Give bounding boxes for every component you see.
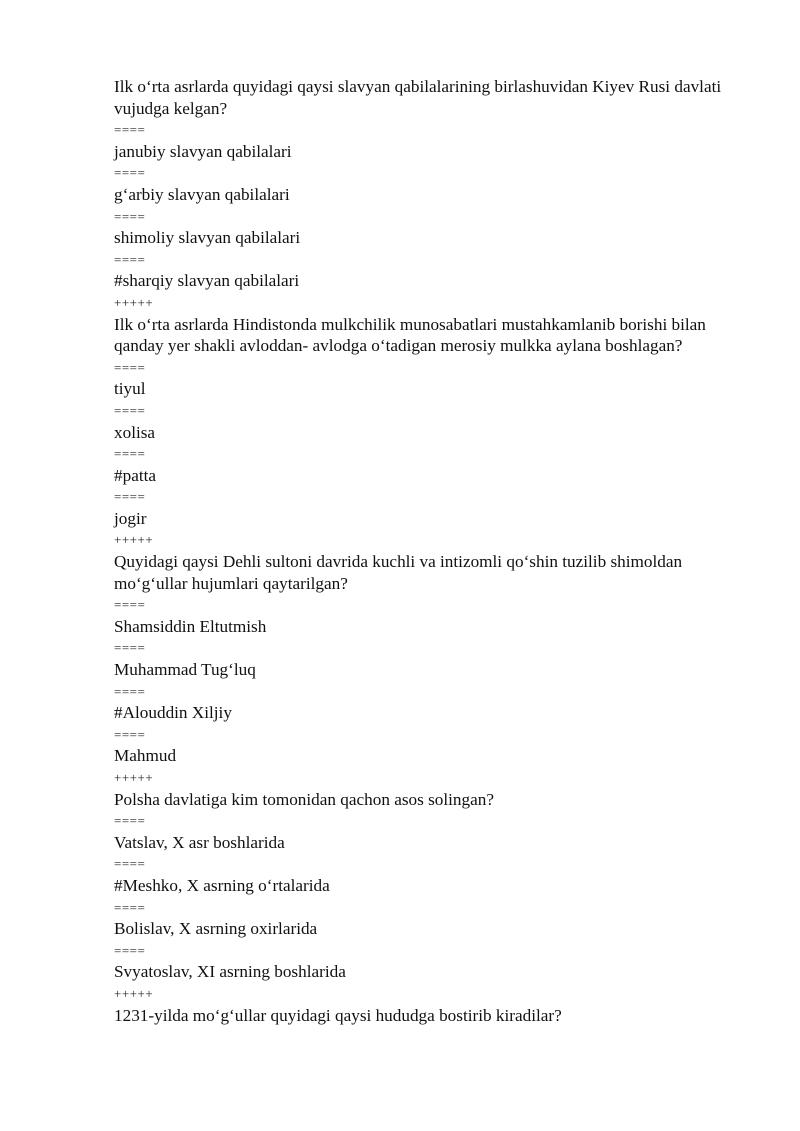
- separator: ====: [114, 726, 146, 742]
- separator: ====: [114, 165, 146, 181]
- answer-option-correct: #Meshko, X asrning o‘rtalarida: [114, 875, 330, 895]
- separator: ====: [114, 640, 146, 656]
- answer-option: tiyul: [114, 379, 146, 399]
- answer-option: Svyatoslav, XI asrning boshlarida: [114, 962, 346, 982]
- answer-option: Shamsiddin Eltutmish: [114, 616, 267, 636]
- answer-option: janubiy slavyan qabilalari: [114, 141, 292, 161]
- separator: ====: [114, 122, 146, 138]
- answer-option: xolisa: [114, 422, 156, 442]
- separator: ====: [114, 446, 146, 462]
- answer-option: Muhammad Tug‘luq: [114, 660, 256, 680]
- answer-option: shimoliy slavyan qabilalari: [114, 228, 301, 248]
- separator: ====: [114, 942, 146, 958]
- separator: ====: [114, 683, 146, 699]
- answer-option: Vatslav, X asr boshlarida: [114, 832, 285, 852]
- question-text: 1231-yilda mo‘g‘ullar quyidagi qaysi hududga bostirib kiradilar?: [114, 1005, 562, 1025]
- answer-option: g‘arbiy slavyan qabilalari: [114, 184, 290, 204]
- separator: ====: [114, 813, 146, 829]
- separator: ====: [114, 251, 146, 267]
- block-separator: +++++: [114, 294, 154, 310]
- separator: ====: [114, 489, 146, 505]
- answer-option-correct: #Alouddin Xiljiy: [114, 703, 232, 723]
- block-separator: +++++: [114, 770, 154, 785]
- separator: ====: [114, 899, 146, 915]
- answer-option-correct: #patta: [114, 465, 156, 485]
- answer-option: jogir: [114, 508, 147, 528]
- question-text: Ilk o‘rta asrlarda quyidagi qaysi slavyan qabilalarining birlashuvidan Kiyev Rusi davlati vujudga kelgan?: [114, 77, 722, 118]
- question-text: Polsha davlatiga kim tomonidan qachon asos solingan?: [114, 789, 494, 809]
- answer-option: Bolislav, X asrning oxirlarida: [114, 919, 318, 939]
- question-text: Quyidagi qaysi Dehli sultoni davrida kuchli va intizomli qo‘shin tuzilib shimoldan mo‘g‘ullar hujumlari qaytarilgan?: [114, 552, 683, 593]
- question-text: Ilk o‘rta asrlarda Hindistonda mulkchilik munosabatlari mustahkamlanib borishi bilan qanday yer shakli avloddan- avlodga o‘tadigan merosiy mulkka aylana boshlagan?: [114, 314, 706, 356]
- separator: ====: [114, 402, 146, 418]
- document-page: [114, 76, 744, 1026]
- separator: ====: [114, 856, 146, 872]
- answer-option-correct: #sharqiy slavyan qabilalari: [114, 271, 300, 291]
- separator: ====: [114, 359, 146, 375]
- answer-option: Mahmud: [114, 746, 177, 766]
- separator: ====: [114, 597, 146, 613]
- block-separator: +++++: [114, 532, 154, 548]
- separator: ====: [114, 208, 146, 224]
- block-separator: +++++: [114, 985, 154, 1001]
